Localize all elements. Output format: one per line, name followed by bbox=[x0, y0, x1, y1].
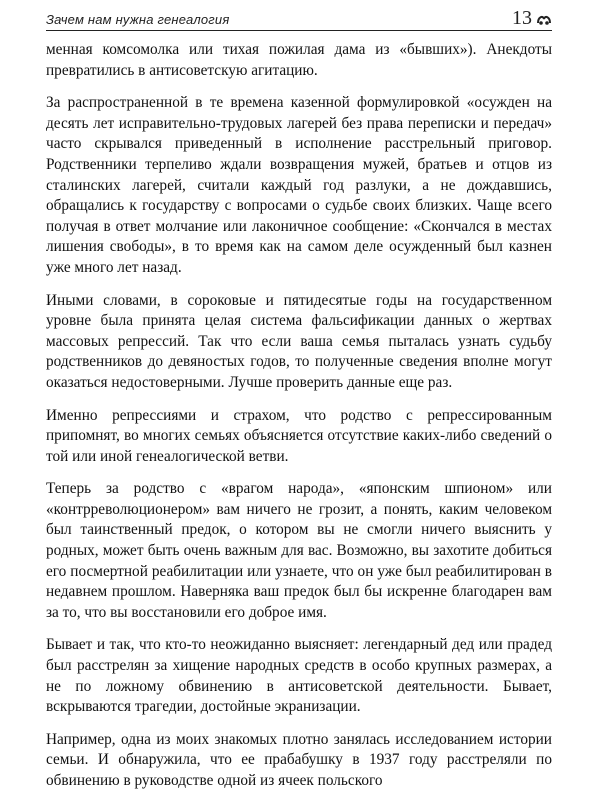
page-text bbox=[46, 40, 552, 804]
paragraph: Теперь за родство с «врагом народа», «японским шпионом» или «контрреволюционером» вам ничего не грозит, а понять, каким человеком был таинственный предок, о котором вы не смогли ничего выяснить у родных, может быть очень важным для вас. Возможно, вы захотите добиться его посмертной реабилитации или узнаете, что он уже был реабилитирован в недавнем прошлом. Наверняка ваш предок был бы искренне благодарен вам за то, что вы восстановили его доброе имя. bbox=[46, 480, 552, 621]
page-number: 13 bbox=[512, 7, 532, 29]
paragraph: За распространенной в те времена казенной формулировкой «осужден на десять лет исправительно-трудовых лагерей без права переписки и передач» часто скрывался приведенный в исполнение расстрельный приговор. Родственники терпеливо ждали возвращения мужей, братьев и отцов из сталинских лагерей, считали каждый год разлуки, а не дождавшись, обращались к государству с вопросами о судьбе своих близких. Чаще всего получая в ответ молчание или лаконичное сообщение: «Скончался в местах лишения свободы», в то время как на самом деле осужденный был казнен уже много лет назад. bbox=[46, 94, 552, 276]
page-header bbox=[46, 8, 552, 32]
paragraph: Именно репрессиями и страхом, что родство с репрессированным припомнят, во многих семьях объясняется отсутствие каких-либо сведений о той или иной генеалогической ветви. bbox=[46, 406, 552, 465]
paragraph-continuation: менная комсомолка или тихая пожилая дама из «бывших»). Анекдоты превратились в антисоветскую агитацию. bbox=[46, 41, 552, 79]
paragraph: Например, одна из моих знакомых плотно занялась исследованием истории семьи. И обнаружила, что ее прабабушку в 1937 году расстреляли по обвинению в руководстве одной из ячеек польского bbox=[46, 730, 552, 789]
paragraph: Бывает и так, что кто-то неожиданно выясняет: легендарный дед или прадед был расстрелян за хищение народных средств в особо крупных размерах, а не по ложному обвинению в антисоветской деятельности. Бывает, вскрываются трагедии, достойные экранизации. bbox=[46, 636, 552, 716]
running-title: Зачем нам нужна генеалогия bbox=[46, 12, 230, 27]
header-rule bbox=[46, 30, 552, 31]
decorative-ornament-icon bbox=[536, 13, 552, 27]
paragraph: Иными словами, в сороковые и пятидесятые годы на государственном уровне была принята целая система фальсификации данных о жертвах массовых репрессий. Так что если ваша семья пыталась узнать судьбу родственников до девяностых годов, то полученные сведения вполне могут оказаться недостоверными. Лучше проверить данные еще раз. bbox=[46, 291, 552, 391]
